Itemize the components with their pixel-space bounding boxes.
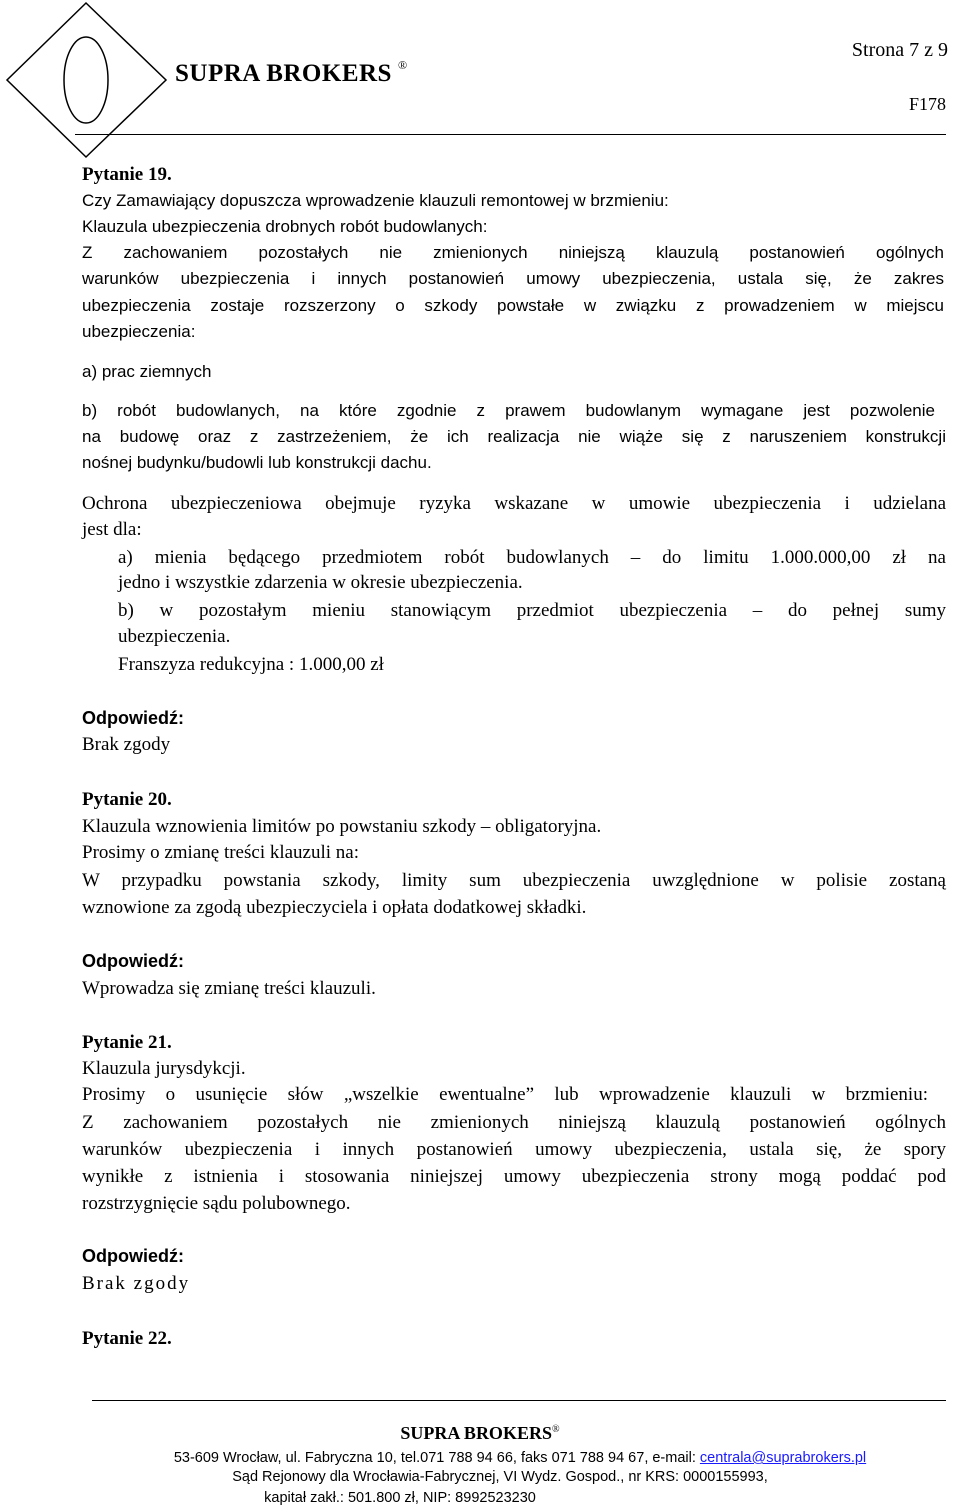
document-id: F178	[908, 94, 946, 114]
question-21-title: Pytanie 21.	[82, 1032, 172, 1053]
question-21-line: Z zachowaniem pozostałych nie zmienionych niniejszą klauzulą postanowień ogólnych	[82, 1112, 946, 1133]
question-21-answer-label: Odpowiedź:	[82, 1246, 184, 1266]
footer-divider	[92, 1400, 946, 1401]
question-19-sub-b: ubezpieczenia.	[118, 626, 231, 647]
footer-capital: kapitał zakł.: 501.800 zł, NIP: 8992523230	[264, 1490, 536, 1506]
question-19-answer-label: Odpowiedź:	[82, 708, 184, 728]
footer-court: Sąd Rejonowy dla Wrocławia-Fabrycznej, VI Wydz. Gospod., nr KRS: 0000155993,	[232, 1469, 768, 1485]
question-21-line: Prosimy o usunięcie słów „wszelkie ewentualne” lub wprowadzenie klauzuli w brzmieniu:	[82, 1084, 928, 1105]
question-19-franchise: Franszyza redukcyjna : 1.000,00 zł	[118, 654, 384, 675]
registered-mark: ®	[397, 58, 408, 72]
question-19-item-b: na budowę oraz z zastrzeżeniem, że ich realizacja nie wiąże się z naruszeniem konstrukcji	[82, 427, 946, 446]
question-20-answer-label: Odpowiedź:	[82, 951, 184, 971]
question-20-title: Pytanie 20.	[82, 789, 172, 810]
question-19-sub-a: jedno i wszystkie zdarzenia w okresie ubezpieczenia.	[118, 572, 523, 593]
footer-address: 53-609 Wrocław, ul. Fabryczna 10, tel.071 788 94 66, faks 071 788 94 67, e-mail: centrala@suprabrokers.pl	[173, 1450, 867, 1466]
question-21-answer: Brak zgody	[82, 1273, 191, 1294]
question-22-title: Pytanie 22.	[82, 1328, 172, 1349]
header-brand: SUPRA BROKERS ®	[175, 58, 408, 87]
question-19-title: Pytanie 19.	[82, 164, 172, 185]
question-21-line: Klauzula jurysdykcji.	[82, 1058, 246, 1079]
question-19-protection: Ochrona ubezpieczeniowa obejmuje ryzyka wskazane w umowie ubezpieczenia i udzielana	[82, 493, 946, 514]
question-19-item-b: nośnej budynku/budowli lub konstrukcji dachu.	[82, 453, 432, 472]
question-19-line: warunków ubezpieczenia i innych postanowień umowy ubezpieczenia, ustala się, że zakres	[82, 269, 944, 288]
question-20-line: wznowione za zgodą ubezpieczyciela i opłata dodatkowej składki.	[82, 897, 587, 918]
company-logo	[4, 0, 169, 165]
question-19-sub-a: a) mienia będącego przedmiotem robót budowlanych – do limitu 1.000.000,00 zł na	[118, 547, 946, 568]
question-19-line: ubezpieczenia zostaje rozszerzony o szkody powstałe w związku z prowadzeniem w miejscu	[82, 296, 944, 315]
question-19-line: Klauzula ubezpieczenia drobnych robót budowlanych:	[82, 217, 488, 236]
question-19-line: Z zachowaniem pozostałych nie zmienionych niniejszą klauzulą postanowień ogólnych	[82, 243, 944, 262]
question-19-sub-b: b) w pozostałym mieniu stanowiącym przedmiot ubezpieczenia – do pełnej sumy	[118, 600, 946, 621]
footer-email-link[interactable]: centrala@suprabrokers.pl	[699, 1450, 867, 1466]
question-19-line: Czy Zamawiający dopuszcza wprowadzenie klauzuli remontowej w brzmieniu:	[82, 191, 669, 210]
question-19-item-b: b) robót budowlanych, na które zgodnie z prawem budowlanym wymagane jest pozwolenie	[82, 401, 935, 420]
page-number: Strona 7 z 9	[851, 39, 948, 61]
question-20-answer: Wprowadza się zmianę treści klauzuli.	[82, 978, 376, 999]
question-19-line: ubezpieczenia:	[82, 322, 196, 341]
question-21-line: rozstrzygnięcie sądu polubownego.	[82, 1193, 351, 1214]
question-20-line: Klauzula wznowienia limitów po powstaniu szkody – obligatoryjna.	[82, 816, 602, 837]
question-19-item-a: a) prac ziemnych	[82, 362, 212, 381]
question-19-protection: jest dla:	[82, 519, 142, 540]
header-divider	[75, 134, 946, 135]
footer-registered-mark: ®	[551, 1424, 560, 1435]
footer-brand: SUPRA BROKERS®	[400, 1423, 560, 1443]
question-21-line: wynikłe z istnienia i stosowania niniejszej umowy ubezpieczenia strony mogą poddać pod	[82, 1166, 946, 1187]
question-19-answer: Brak zgody	[82, 734, 171, 755]
question-20-line: Prosimy o zmianę treści klauzuli na:	[82, 842, 360, 863]
question-20-line: W przypadku powstania szkody, limity sum ubezpieczenia uwzględnione w polisie zostaną	[82, 870, 946, 891]
question-21-line: warunków ubezpieczenia i innych postanowień umowy ubezpieczenia, ustala się, że spory	[82, 1139, 946, 1160]
